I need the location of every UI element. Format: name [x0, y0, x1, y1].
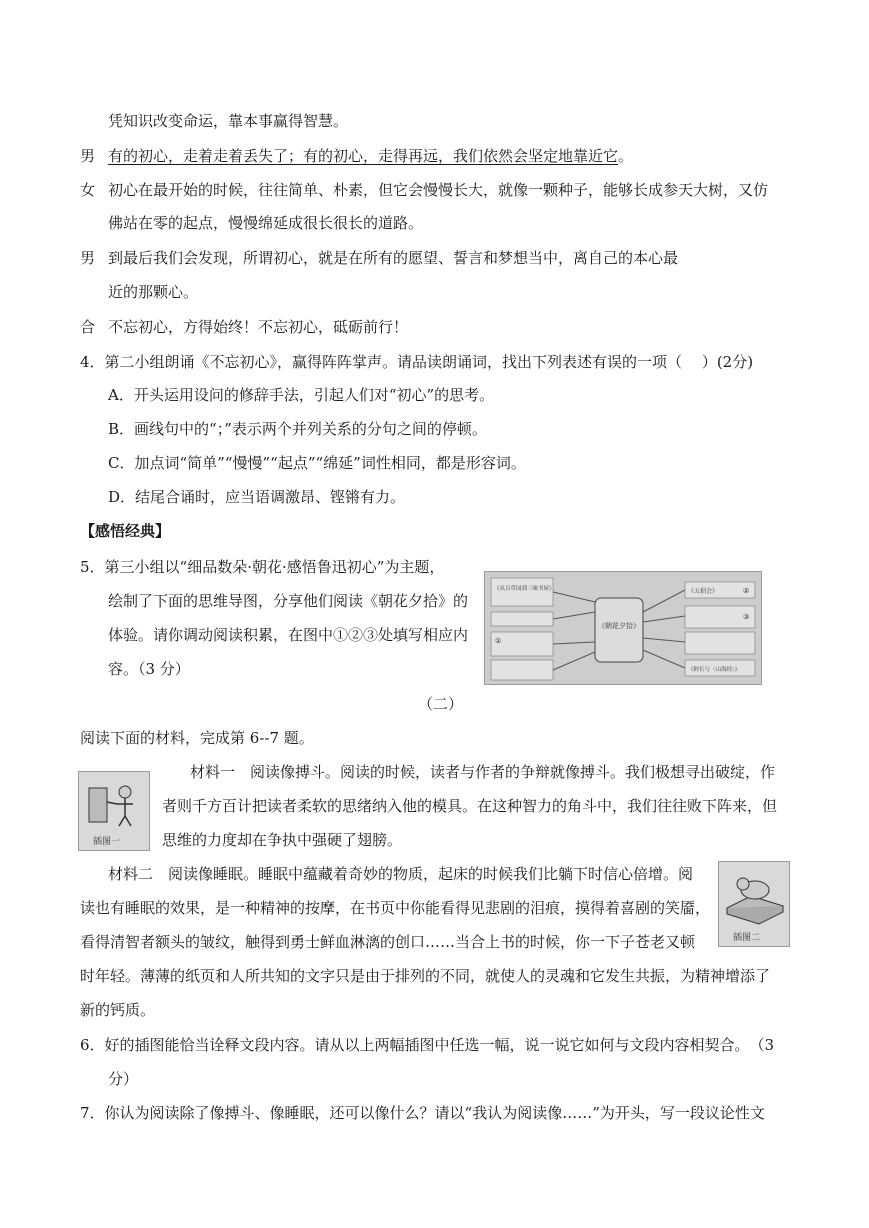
mind-map-right-label: 《五猖会》 [688, 588, 719, 595]
mind-map-marker: ③ [743, 613, 750, 621]
dialogue-line: 初心在最开始的时候，往往简单、朴素，但它会慢慢长大，就像一颗种子，能够长成参天大树，又仿 [108, 181, 769, 199]
wrestling-figures-icon [79, 772, 149, 834]
mind-map-center-label: 《朝花夕拾》 [598, 622, 640, 630]
dialogue-line: 不忘初心，方得始终！不忘初心，砥砺前行！ [108, 318, 409, 336]
material-two-line: 新的钙质。 [80, 1001, 156, 1019]
question-5-line: 容。（3 分） [108, 660, 190, 678]
mind-map-figure [484, 571, 762, 685]
dialogue-line-underlined [108, 146, 633, 166]
material-two-line: 时年轻。薄薄的纸页和人所共知的文字只是由于排列的不同，就使人的灵魂和它发生共振，为精神增添了 [80, 967, 771, 985]
illustration-one [78, 771, 150, 851]
q4-option-d: D．结尾合诵时，应当语调激昂、铿锵有力。 [108, 488, 406, 506]
mind-map-right-label: 《阿长与〈山海经〉》 [688, 667, 741, 673]
q4-option-b: B．画线句中的“；”表示两个并列关系的分句之间的停顿。 [108, 420, 487, 438]
speaker-female: 女 [80, 181, 96, 199]
sentence-end: 。 [618, 147, 634, 165]
material-two-line: 读也有睡眠的效果，是一种精神的按摩，在书页中你能看得见悲剧的泪痕，摸得着喜剧的笑靥， [80, 899, 711, 917]
material-one-line: 思维的力度却在争执中强硬了翅膀。 [162, 831, 403, 849]
speaker-male-1: 男 [80, 147, 96, 165]
q4-option-c: C．加点词“简单”“慢慢”“起点”“绵延”词性相同，都是形容词。 [108, 454, 526, 472]
question-5-line: 5．第三小组以“细品数朵·朝花·感悟鲁迅初心”为主题， [80, 558, 445, 576]
dialogue-line: 佛站在零的起点，慢慢绵延成很长很长的道路。 [108, 214, 424, 232]
dialogue-line: 近的那颗心。 [108, 283, 199, 301]
illustration-two-caption: 插图二 [733, 933, 761, 943]
mind-map-left-label: 《从百草园到三味书屋》 [494, 586, 555, 592]
q4-option-a: A．开头运用设问的修辞手法，引起人们对“初心”的思考。 [108, 386, 495, 404]
material-two-line: 看得清智者额头的皱纹，触得到勇士鲜血淋漓的创口……当合上书的时候，你一下子苍老又顿 [80, 933, 696, 951]
question-5-line: 体验。请你调动阅读积累，在图中①②③处填写相应内 [108, 626, 469, 644]
section-header: 【感悟经典】 [80, 522, 171, 540]
sleeping-on-book-icon [719, 862, 789, 928]
material-one-line: 者则千方百计把读者柔软的思绪纳入他的模具。在这种智力的角斗中，我们往往败下阵来，但 [162, 797, 778, 815]
question-6-line: 6．好的插图能恰当诠释文段内容。请从以上两幅插图中任选一幅，说一说它如何与文段内容相契合。 （3 [80, 1036, 775, 1054]
speaker-male-2: 男 [80, 249, 96, 267]
reading-instructions: 阅读下面的材料，完成第 6--7 题。 [80, 729, 314, 747]
mind-map-marker: ② [743, 587, 750, 595]
question-6-line: 分） [108, 1070, 139, 1088]
speaker-together: 合 [80, 318, 96, 336]
mind-map-marker: ① [495, 637, 502, 645]
question-7-line: 7．你认为阅读除了像搏斗、像睡眠，还可以像什么？请以“我认为阅读像……”为开头，写一段议论性文 [80, 1104, 765, 1122]
material-one-line: 材料一 阅读像搏斗。阅读的时候，读者与作者的争辩就像搏斗。我们极想寻出破绽，作 [190, 763, 776, 781]
illustration-one-caption: 插图一 [93, 837, 121, 847]
question-5-line: 绘制了下面的思维导图，分享他们阅读《朝花夕拾》的 [108, 592, 469, 610]
dialogue-line: 到最后我们会发现，所谓初心，就是在所有的愿望、誓言和梦想当中，离自己的本心最 [108, 249, 679, 267]
material-two-line: 材料二 阅读像睡眠。睡眠中蕴藏着奇妙的物质，起床的时候我们比躺下时信心倍增。阅 [108, 865, 694, 883]
underlined-sentence: 有的初心，走着走着丢失了；有的初心，走得再远，我们依然会坚定地靠近它 [108, 147, 619, 165]
question-4-stem: 4．第二小组朗诵《不忘初心》，赢得阵阵掌声。请品读朗诵词，找出下列表述有误的一项（ ）(2分) [80, 353, 754, 371]
mind-map-graphic [485, 572, 761, 684]
illustration-two [718, 861, 790, 947]
part-heading: （二） [418, 695, 464, 713]
dialogue-line: 凭知识改变命运，靠本事赢得智慧。 [108, 112, 349, 130]
